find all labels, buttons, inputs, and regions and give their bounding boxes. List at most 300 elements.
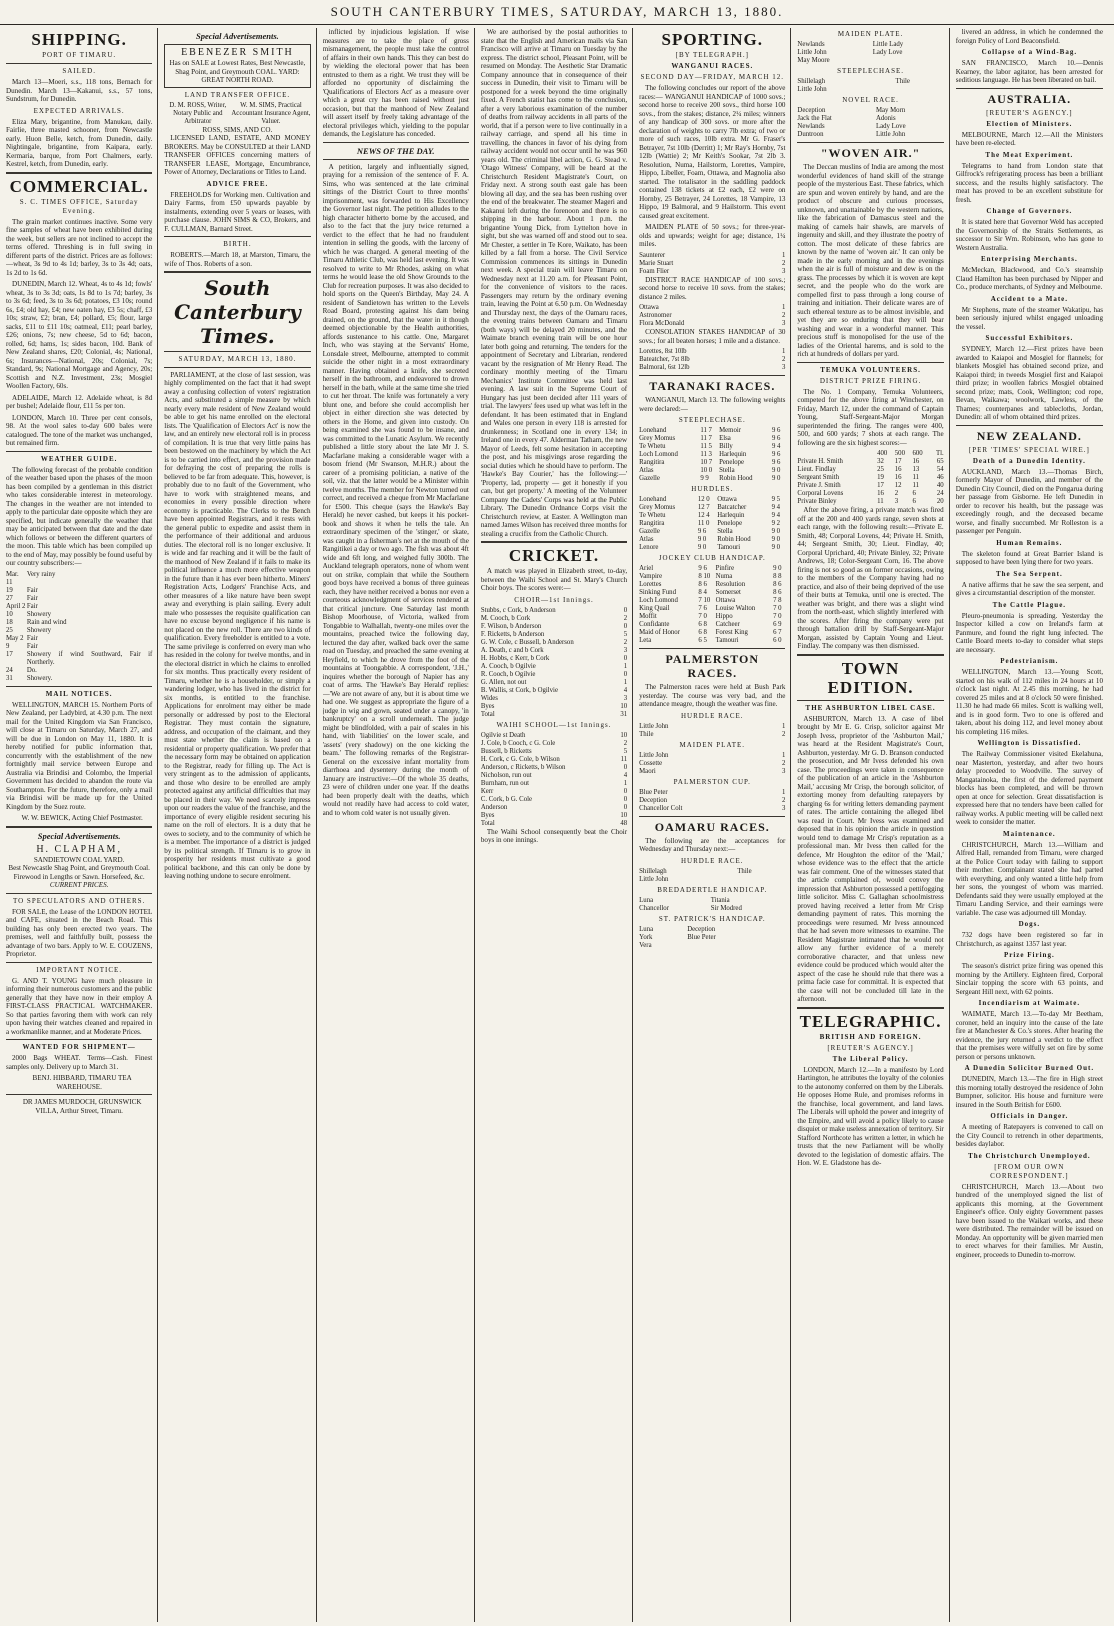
maintenance-text: CHRISTCHURCH, March 13.—William and Alfred Hall, remanded from Timaru, were charged at the Police Court today with failing to support their mother. Complainant stated she had parted with everything, and only wanted a little help from her sons, the youngest of whom was married. Defendants said they were usually employed at the Timaru Landing Service, and their earnings were variable. The case was adjourned till Monday. [955,840,1103,917]
table-cell: 11 5 [700,443,712,450]
table-row [797,458,943,466]
table-cell: Grey Momus [639,504,676,511]
table-row [797,41,943,49]
table-cell: Sinking Fund [639,589,676,596]
pedestrian-heading: Pedestrianism. [1000,657,1059,665]
table-cell: Gazelle [639,528,660,535]
oamaru-heading: OAMARU RACES. [654,819,770,834]
table-cell: Te Whetu [639,443,666,450]
table-cell: Penelope [719,459,745,466]
temuka-heading: TEMUKA VOLUNTEERS. [820,365,921,374]
table-row [797,498,943,506]
cricket-result: The Waihi School consequently beat the Choir boys in one innings. [480,827,628,844]
table-row [481,639,627,647]
table-cell: Fair [26,586,38,594]
table-cell: 2 [623,614,628,622]
maiden-plate-heading-2: MAIDEN PLATE. [837,30,904,38]
table-cell: Resolution [715,581,746,588]
table-cell: R. Cooch, b Ogilvie [480,670,536,678]
table-cell: Showery [26,626,52,634]
governors-heading: Change of Governors. [986,207,1073,215]
dogs-text: 732 dogs have been registered so far in Christchurch, as against 1357 last year. [955,931,1103,948]
table-cell: 1 [782,788,786,796]
wellington-text: The Railway Commissioner visited Ekelahuna, near Masterton, yesterday, and after two hours delay proceeded to Woodville. The survey of Mangatainoka, the first of the deferred payment blocks has been completed, and will be thrown open at once for selection. Great dissatisfaction is expressed here that no tenders have been called for railway works. A public meeting will be called next week to consider the matter. [955,750,1103,826]
table-cell: 10 0 [700,467,713,474]
mail-signature: W. W. BEWICK, Acting Chief Postmaster. [21,814,143,822]
wanted-text: 2000 Bags WHEAT. Terms—Cash. Finest samples only. Delivery up to March 31. [6,1054,153,1071]
table-cell [873,57,944,65]
meat-heading: The Meat Experiment. [985,150,1074,159]
maintenance-heading: Maintenance. [1003,829,1056,838]
table-row [639,312,785,320]
table-cell: 9 6 [697,528,707,535]
clapham-ad [6,844,152,890]
table-cell: Luna [639,925,654,933]
table-row [639,752,785,760]
table-cell: H. Hobbs, c Kerr, b Cork [480,654,550,662]
table-cell: Marie Stuart [639,259,674,267]
steeplechase-weights [639,427,785,483]
table-cell: 9 0 [697,544,707,551]
table-cell: 5 [623,630,628,638]
table-row [6,619,152,627]
table-cell: April 2 [6,602,26,610]
table-cell: 3 [782,320,786,327]
table-cell: 11 [620,755,628,763]
table-row [797,450,943,458]
table-cell: 17 [877,482,884,489]
table-cell: Vera [639,941,652,949]
table-cell: Lenore [639,544,659,551]
table-cell: Memoir [719,427,742,434]
table-cell: Little John [797,86,827,93]
table-row [639,897,785,905]
columns [6,28,1108,1622]
table-row [639,260,785,268]
steeplechase-heading: STEEPLECHASE. [678,416,746,424]
waihi-scores [481,732,627,828]
table-cell: M. Cooch, b Cork [480,614,531,622]
exhibitors-heading: Successful Exhibitors. [985,334,1074,342]
table-cell: Little John [639,751,669,759]
table-cell: Rain and wind [26,618,67,626]
table-cell: Newlands [797,123,825,130]
ross-right: W. M. SIMS, Practical Accountant Insurance Agent, Valuer. [231,101,311,125]
advice-free: ADVICE FREE. [206,179,269,188]
table-cell: Titania [710,896,730,904]
oamaru-breed-heading: BREDADERTLE HANDICAP. [657,885,768,894]
second-day: SECOND DAY—FRIDAY, MARCH 12. [640,73,785,81]
table-cell: Loch Lomond [639,451,678,458]
table-row [6,611,152,619]
table-cell: Newlands [797,41,825,48]
table-cell: 0 [623,795,628,803]
table-cell: 0 [623,803,628,811]
table-cell: Private Binley [797,498,837,505]
table-row [639,605,785,613]
table-row [481,695,627,703]
sailed-text: March 13—Moeri, s.s., 118 tons, Bernach for Dunedin. March 13—Kakanui, s.s., 57 tons, Sundstrum, for Dunedin. [6,78,153,103]
table-cell: Deception [639,796,668,804]
table-cell: A. Cooch, b Ogilvie [480,662,536,670]
table-cell: 1 [623,662,628,670]
table-cell: Showery if wind Southward, Fair if Northerly. [26,650,153,666]
table-cell: 6 8 [698,629,707,636]
table-cell: Chancellor Colt [639,804,683,812]
dogs-heading: Dogs. [1018,920,1041,928]
table-row [639,528,785,536]
table-cell: 600 [912,450,923,457]
table-cell: Batcatcher [717,504,747,511]
liberal-text: LONDON, March 12.—In a manifesto by Lord Hartington, he attributes the loyalty of the colonies to the autonomy conferred on them by the Liberals. He opposes Home Rule, and promises reforms in the franchise, local government, and land laws. The Liberals will uphold the power and integrity of the Empire, and will avoid a policy likely to cause disquiet or make useless annexation of territory. Sir Stafford Northcote has written a letter, in which he trusts that the new Parliament will be wholly devoted to the legislation of domestic affairs. The Hon. W. E. Gladstone has de- [797,1065,944,1167]
table-cell: 11 [912,474,920,481]
table-cell: 1 [623,779,628,787]
table-cell: Moffit [639,613,657,620]
table-cell: 9 0 [697,536,707,543]
column-6 [797,28,949,1622]
table-row [639,536,785,544]
freeholds-text: FREEHOLDS for Working men. Cultivation and Dairy Farms, from £50 upwards payable by instalments, extending over 5 years or leases, with purchase clause. JOHN SIMS & CO, Brokers, and F. CULLMAN, Barnard Street. [164,190,311,233]
table-cell: Total [480,710,495,718]
table-cell: 9 6 [771,459,781,466]
table-row [639,496,785,504]
leader-continued: inflicted by injudicious legislation. If wise measures are to take the place of gross mismanagement, the people must take the control of affairs in their own hands. This they can best do by wielding the electoral power that has been entrusted to them as a right. We trust they will be afforded no opportunity of disclaiming the 'Qualifications of Electors Act' as a measure over which a great cry has been raised without just occasion, but that the manhood of New Zealand will assert itself by freely taking advantage of the electoral privileges which, yielding to the popular demands, the Legislature has conceded. [322,28,469,138]
table-row [481,615,627,623]
table-cell [687,942,785,950]
dunedin-identity-heading: Death of a Dunedin Identity. [972,456,1086,465]
table-row [797,123,943,131]
table-cell: Showery. [26,674,53,682]
table-row [639,868,785,876]
table-cell: 2 [623,739,628,747]
table-cell: 9 0 [771,528,781,535]
table-cell: 7 0 [773,613,782,620]
table-cell: 48 [620,819,628,827]
unemployed-text: CHRISTCHURCH, March 13.—About two hundred of the unemployed signed the list of applicants this morning, at the Government Engineer's office. Only eighty Government passes have been issued to the Waikari works, and these were distributed. The remainder will be issued on Monday. An opportunity will be given married men to erect wharves for their families. Mr Austin, engineer, proceeds to Dunedin to-morrow. [955,1182,1103,1259]
table-cell: 7 0 [773,605,782,612]
table-cell: 1 [782,751,786,759]
table-cell: 500 [894,450,905,457]
masthead: SOUTH CANTERBURY TIMES, SATURDAY, MARCH 13, 1880. [0,0,1114,25]
accident-text: Mr Stephens, mate of the steamer Wakatipu, has been seriously injured whilst engaged unloading the vessel. [955,305,1103,331]
table-cell: 11 3 [700,451,712,458]
table-cell: 2 [782,759,786,767]
choir-scores [481,607,627,719]
serpent-heading: The Sea Serpent. [995,569,1063,578]
table-row [639,504,785,512]
table-cell: Harlequin [717,512,745,519]
table-cell: May Moore [797,57,830,64]
table-row [639,304,785,312]
table-cell: Balmoral, 6st 12lb [639,364,690,371]
table-cell: 9 0 [771,475,781,482]
table-row [639,905,785,913]
table-cell: 11 7 [700,435,712,442]
table-cell: 3 [782,364,786,371]
table-row [6,651,152,667]
weather-text: The following forecast of the probable condition of the weather based upon the phases of the moon has been compiled by a gentleman in this district who takes considerable interest in meteorology. The changes in the weather are not intended to apply to the particular date opposite which they are specified, but indicate generally the weather that may be anticipated between that date and the date which follows or between the different quarters of the moon. This table which has been compiled up to the end of May, may possibly be found useful by our country subscribers:— [6,465,153,567]
windbag-text: SAN FRANCISCO, March 10.—Dennis Kearney, the labor agitator, has been arrested for seditious language. He has been liberated on bail. [955,59,1103,84]
table-cell: Flora McDonald [639,320,685,327]
consolation-text: CONSOLATION STAKES HANDICAP of 30 sovs.; for all beaten horses; 1 mile and a distance. [639,328,786,345]
table-cell: Byes [480,811,495,819]
table-cell: 25 [6,626,13,634]
table-cell: Te Whetu [639,512,666,519]
speculators-text: FOR SALE, the Lease of the LONDON HOTEL and CAFE, situated in the Beach Road. This building has only been erected two years. The premises, well and faithfully built, possess the advantage of two bars. Apply to W. E. COUZENS, Proprietor. [6,907,153,958]
table-cell: 16 [894,466,902,473]
table-cell: 0 [623,670,628,678]
table-cell: Maid of Honor [639,629,680,636]
table-cell: 6 7 [773,629,782,636]
table-cell: Very rainy [26,570,56,578]
table-cell: Thile [737,867,752,875]
table-row [639,451,785,459]
table-cell: Loch Lomond [639,597,678,604]
plague-heading: The Cattle Plague. [992,600,1067,609]
table-cell: 32 [877,458,884,465]
windbag-heading: Collapse of a Wind-Bag. [981,48,1078,56]
table-cell: Pinfire [715,565,735,572]
table-cell: 2 [782,796,786,804]
table-cell: 12 [894,482,902,489]
table-row [481,764,627,772]
table-cell: 12 0 [697,496,710,503]
birth-text: ROBERTS.—March 18, at Marston, Timaru, the wife of Thos. Roberts of a son. [164,251,311,268]
table-cell: Luna [639,896,654,904]
table-row [481,796,627,804]
table-cell: 4 [623,771,628,779]
steeplechase-acceptances [797,78,943,94]
table-row [6,603,152,611]
maiden-plate-results [639,752,785,776]
table-cell: 13 [912,466,920,473]
table-cell: Atlas [639,536,654,543]
taranaki-intro: WANGANUI, March 13. The following weights were declared:— [639,396,786,413]
table-cell: Blue Peter [639,788,668,796]
special-wire-label: [PER 'TIMES' SPECIAL WIRE.] [968,445,1090,454]
table-row [6,571,152,587]
mail-heading: MAIL NOTICES. [45,689,113,698]
table-cell: Lieut. Findlay [797,466,836,473]
table-cell: Numa [715,573,733,580]
incendiarism-heading: Incendiarism at Waimate. [978,999,1081,1007]
oamaru-breed-list [639,897,785,913]
shipping-heading: SHIPPING. [31,30,127,49]
birth-heading: BIRTH. [223,240,252,248]
table-row [639,629,785,637]
novel-race-acceptances [797,107,943,139]
table-cell: 10 [6,610,13,618]
table-row [6,627,152,635]
table-row [639,797,785,805]
table-row [639,435,785,443]
murdoch-ad: DR JAMES MURDOCH, GRUNSWICK VILLA, Arthur Street, Timaru. [22,1098,142,1115]
prize-firing-text: The season's district prize firing was opened this morning by the Artillery. Eighteen fired, Corporal Sinclair topping the score with 63 points, and Sergeant Hill next, with 62 points. [955,962,1103,996]
own-correspondent-label: [FROM OUR OWN CORRESPONDENT.] [990,1162,1069,1180]
table-cell: 7 10 [698,597,711,604]
enterprising-text: McMeckan, Blackwood, and Co.'s steamship Claud Hamilton has been purchased by Nipper and Co., produce merchants, of Sydney and Melbourne. [955,266,1103,291]
wellington-heading: Wellington is Dissatisfied. [977,739,1082,747]
table-cell: 10 [620,731,628,739]
table-cell: Thile [895,78,910,85]
table-cell: Robin Hood [719,475,753,482]
table-cell: Burnham, run out [480,779,529,787]
dunedin-market-text: DUNEDIN, March 12. Wheat, 4s to 4s 1d; fowls' wheat, 3s to 3s 3d; oats, 1s 8d to 1s 7d; barley, 3s to 3s 6d; feed, 3s to 3s 6d; potatoes, £3 10s; round 6s, £4; old hay, £4; new oaten hay, £3 5s; chaff, £3 10s; straw, £2; bran, £4; pollard, £5; flour, large sacks, £11 to £11 10s; oatmeal, £11; pearl barley, £26; onions, 7s; new cheese, 5d to 6d; bacon, rolled, 6d; hams, 1s; sides bacon, 10d. Bank of New Zealand shares, £20; Colonial, 4s; National, 6s; Insurances—National, 20s; Colonial, 7s; Standard, 9s; National Mortgage and Agency, 20s; Scottish and N.Z. Investment, 23s; Mosgiel Woollen Factory, 60s. [6,280,153,390]
table-cell: 11 [912,482,920,489]
table-cell: 1 [782,722,786,730]
table-cell: J. Cole, b Cooch, c G. Cole [480,739,556,747]
table-cell: Little John [639,722,669,730]
special-ads-heading-2: Special Advertisements. [196,31,279,41]
table-cell: 40 [936,482,944,489]
palmerston-cup-results [639,789,785,813]
table-cell: 0 [623,622,628,630]
table-row [481,687,627,695]
table-row [639,356,785,364]
table-cell: 9 2 [771,520,781,527]
mail-text: WELLINGTON, MARCH 15. Northern Ports of New Zealand, per Ladybird, at 4.30 p.m. The next mail for the United Kingdom via San Francisco, will close at Timaru on Saturday, March 27, and will be due in London on May 11, 1880. It is hereby notified for public information that, concurrently with the establishment of the new fortnightly mail service between Europe and Australia via Brindisi and Colombo, the Imperial Government has decided to abandon the route via Southampton. For the future, therefore, only a mail via Brindisi will be made up for the United Kingdom by the Suez route. [6,700,153,811]
commercial-heading: COMMERCIAL. [9,176,149,196]
table-cell: 9 [6,642,10,650]
table-cell: Anderson, c Ricketts, b Wilson [480,763,566,771]
district-results [639,304,785,328]
hurdles-heading: HURDLES. [691,485,734,493]
table-cell: Little John [639,875,669,883]
exhibitors-text: SYDNEY, March 12.—First prizes have been awarded to Kaiapoi and Mosgiel for flannels; for blankets Mosgiel has obtained second prize, and Kaiapoi third; in tweeds Mosgiel first and Kaiapoi third prize; in woollen fabrics Mosgiel obtained second prize; mats, Cook, Wellington; cod rope, Bevan, Waikawa; woolwork, Lawless, of the Thames; counterpanes and tablecloths, Jordan, Dunedin: all of whom obtained third prizes. [955,345,1103,421]
table-row [481,740,627,748]
table-cell: Fair [26,634,38,642]
table-cell: 6 0 [773,637,782,644]
table-cell: 2 [782,312,786,319]
australia-heading: AUSTRALIA. [987,91,1072,106]
table-cell: May 2 [6,634,24,642]
wanted-signature: BENJ. HIBBARD, TIMARU TEA WAREHOUSE. [32,1074,132,1091]
table-row [639,589,785,597]
table-cell: 18 [6,618,13,626]
clapham-name: H. CLAPHAM, [36,843,122,855]
table-cell: 65 [936,458,944,465]
table-row [639,348,785,356]
table-cell: Elsa [719,435,731,442]
table-cell: 0 [623,606,628,614]
weather-table [6,571,152,683]
table-cell: 400 [877,450,888,457]
table-cell: Rangitira [639,459,665,466]
table-row [481,772,627,780]
table-row [481,631,627,639]
ashburton-heading: THE ASHBURTON LIBEL CASE. [805,703,936,712]
maiden-heading: MAIDEN PLATE. [679,740,746,749]
table-cell: 8 4 [698,589,707,596]
table-cell: 11 0 [697,520,710,527]
table-row [481,780,627,788]
maiden-plate-text: MAIDEN PLATE of 50 sovs.; for three-year-olds and upwards; weight for age; distance, 1¼ miles. [639,223,786,248]
steeplechase-heading-2: STEEPLECHASE. [837,67,904,75]
speculators-heading: TO SPECULATORS AND OTHERS. [12,896,146,905]
table-cell: Wides [480,694,498,702]
table-cell: 3 [782,804,786,812]
table-cell: Rangitira [639,520,665,527]
column-4 [481,28,633,1622]
table-cell: H. Cork, c G. Cole, b Wilson [480,755,560,763]
table-cell: 16 [877,490,884,497]
table-row [6,643,152,651]
table-cell: 9 6 [771,435,781,442]
table-row [481,820,627,828]
table-row [481,711,627,719]
table-cell: 25 [877,466,884,473]
maiden-results [639,252,785,276]
table-row [639,443,785,451]
table-cell: Kerr [480,787,494,795]
news-text: A petition, largely and influentially signed, praying for a remission of the sentence of F. A. Sims, who was sentenced at the late criminal sittings of the District Court to three months' imprisonment, was forwarded to His Excellency the Governor last night. The petition alludes to the high character hitherto borne by the accused, and also to the fact that the jury twice returned a verdict to the effect that he had no fraudulent intention in selling the goods, with the larceny of which he was charged. A general meeting of the Timaru Athletic Club, was held last evening. It was resolved to write to Mr Rhodes, asking on what terms he would lease the old Show Grounds to the Club for recreation purposes. It was also decided to hold sports on the Queen's Birthday, May 24. A resident of Sandietown has written to the Levels Road Board, protesting against his dam being drained, on the ground, that the water in it though deemed objectionable by the Health authorities, affords sustenance to his cattle. One, Margaret Inch, who was staying at the Servants' Home, Lonsdale street, Melbourne, attempted to commit suicide the other night in a most extraordinary manner. Having obtained a knife, she secreted herself in the bathroom, and endeavored to drown herself in the bath, while at the same time she tried to cut her throat. The knife was fortunately a very blunt one, and before she could accomplish her object in either direction she was detected by others in the Home, and given into custody. On being examined she was found to be insane, and was committed to the Lunatic Asylum. We recently published a little story about the late Mr J. S. Macfarlane making a considerable wager with a bosom friend (Mr Swanson, M.H.R.) about the career of a promising politician, a native of the soil, viz. that the latter would be a Minister within twelve months. The member for Newton turned out correct, and received a cheque from Mr Macfarlane for £500. This cheque (says the Hawke's Bay Herald) he never cashed, but keeps it his pocket-book and shows it when he tells the tale. An extraordinary specimen of the 'stinger,' or skate, was caught in a fisherman's net at the mouth of the Rangitikei a day or two ago. The fish was about 4ft wide and 6ft long, and weighed fully 300lb. The Auckland telegraph operators, none of whom went out on strike, complain that while the Southern good boys have received a bonus of three guineas each, they have neither received a bonus nor even a courteous acknowledgment of services rendered at that critical juncture. One Saturday last month Bishop Moorhouse, of Victoria, walked from Tongabbie to Walhallah, twenty-one miles over the mountains, preached twice the following day, lectured the day after, walked back over the same road on Tuesday, and preached the same evening at Heyfield, to which he drove from the foot of the mountains at Toongabbie. A correspondent, 'J.H.,' inquires whether the borough of Napier has any coat of arms. The 'Hawke's Bay Herald' replies:—'We are not aware of any, but it is about time we had one. We suggest as appropriate the figure of a judge in wig and gown, seated under a canopy, 'in bankruptcy' on a scroll underneath. The judge might be blindfolded, with a pair of scales in his hand, with 'liabilities' on the lower scale, and 'assets' (very shadowy) on the one kicking the beam.' The following remarks of the Registrar-General on the excessive infant mortality from diarrhoea and dysentery during the month of January are instructive:—Of the whole 35 deaths, 23 were of children under one year. If the deaths had been properly dealt with the deaths, which would not readily have had access to cold water, and to whom cold water is not usually given. [322,162,469,817]
oamaru-patricks-heading: ST. PATRICK'S HANDICAP. [658,914,766,923]
table-cell: 2 [782,259,786,267]
temuka-text: The No. 1 Company, Temuka Volunteers, competed for the above firing at Winchester, on Friday, March 12, under the command of Captain Young, Staff-Sergeant-Major Morgan superintended the firing. The ranges were 400, 500, and 600 yards; 7 shots at each range. The following are the six highest scores:— [797,387,944,447]
choir-heading: CHOIR—1st Innings. [514,595,594,604]
table-cell: 10 7 [700,459,713,466]
table-row [639,565,785,573]
reuter-label-2: [REUTER'S AGENCY.] [986,108,1073,117]
table-cell: Stella [717,528,733,535]
table-cell: 8 8 [773,573,782,580]
new-zealand-heading: NEW ZEALAND. [976,428,1082,443]
table-cell: 0 [623,787,628,795]
table-cell: Louise Walton [715,605,756,612]
table-cell: 11 7 [700,427,712,434]
jockey-heading: JOCKEY CLUB HANDICAP. [658,554,766,562]
table-cell: 2 [623,638,628,646]
table-row [481,788,627,796]
table-cell: Ottawa [715,597,736,604]
consolation-results [639,348,785,372]
table-row [797,57,943,65]
table-cell: Leta [639,637,652,644]
table-cell: C. Cork, b G. Cole [480,795,533,803]
ashburton-text: ASHBURTON, March 13. A case of libel brought by Mr E. G. Crisp, solicitor against Mr Joseph Ivess, proprietor of the 'Ashburton Mail,' was heard at the Resident Magistrate's Court, Ashburton, yesterday. Mr G. D. Branson conducted the prosecution, and Mr Ivess defended his own case. The proceedings were taken in consequence of the publication of an article in the 'Ashburton Mail,' accusing Mr Crisp, the borough solicitor, of extorting money from defaulting ratepayers by charging 6s for writing letters demanding payment of rates. The article containing the alleged libel was read in Court. Mr Ivess was examined and deposed that in his opinion the article in question would tend to damage Mr Crisp's reputation as a professional man. Mr Ivess then called for the defence, Mr Houghton the editor of the 'Mail,' whose evidence was to the effect that the article was fair comment. One of the witnesses stated that the article complained of, would convey the impression that Ashburton possessed a pettifogging little solicitor. Miss C. Gallaghan schoolmistress proved having received a letter from Mr Crisp demanding payment of rates. This morning the proceedings were resumed. Mr Ivess announced that he had seven more witnesses to examine. The Resident Magistrate intimated that he would not allow any further evidence of a merely corroborative character, and that unless new evidence could be produced which would alter the aspect of the case he should rule that there was a prima facie case for committal. It is expected that the case will not be concluded till late in the afternoon. [797,714,944,1003]
table-cell: Little John [797,49,827,56]
table-cell: Robin Hood [717,536,751,543]
table-cell: 24 [936,490,944,497]
notice-text: G. AND T. YOUNG have much pleasure in informing their numerous customers and the public generally that they have now in their employ A FIRST-CLASS PRACTICAL WATCHMAKER. So that parties favoring them with work can rely upon having their watches cleaned and repaired in a workmanlike manner, and at Moderate Prices. [6,976,153,1036]
table-cell: Ottawa [639,304,659,311]
weather-heading: WEATHER GUIDE. [40,454,118,463]
table-cell: Private H. Smith [797,458,843,465]
table-cell: 16 [894,474,902,481]
table-cell: Little John [875,131,906,138]
table-cell: Harlequin [719,451,747,458]
ministers-text: MELBOURNE, March 12.—All the Ministers have been re-elected. [955,130,1103,147]
solicitor-heading: A Dunedin Solicitor Burned Out. [964,1064,1095,1072]
solicitor-text: DUNEDIN, March 13.—The fire in High street this morning totally destroyed the residence of John Bumpner, solicitor. His house and furniture were insured in the South British for £600. [955,1075,1103,1109]
table-cell: Anderson [480,803,508,811]
column-7 [956,28,1108,1622]
table-cell: Astronomer [639,312,672,319]
table-row [639,942,785,950]
table-cell: 1 [623,678,628,686]
table-row [481,623,627,631]
smith-ad [164,44,310,88]
table-row [481,804,627,812]
table-cell: 6 8 [698,621,707,628]
table-cell: Forest King [715,629,748,636]
table-cell: Lady Love [875,123,906,130]
table-cell: 7 0 [698,613,707,620]
table-cell: 31 [620,710,628,718]
column-5 [639,28,791,1622]
london-market-text: LONDON, March 10. Three per cent consols, 98. At the wool sales to-day 600 bales were catalogued. The tone of the market was unchanged, but remained firm. [6,413,153,447]
table-cell: Fair [26,594,38,602]
